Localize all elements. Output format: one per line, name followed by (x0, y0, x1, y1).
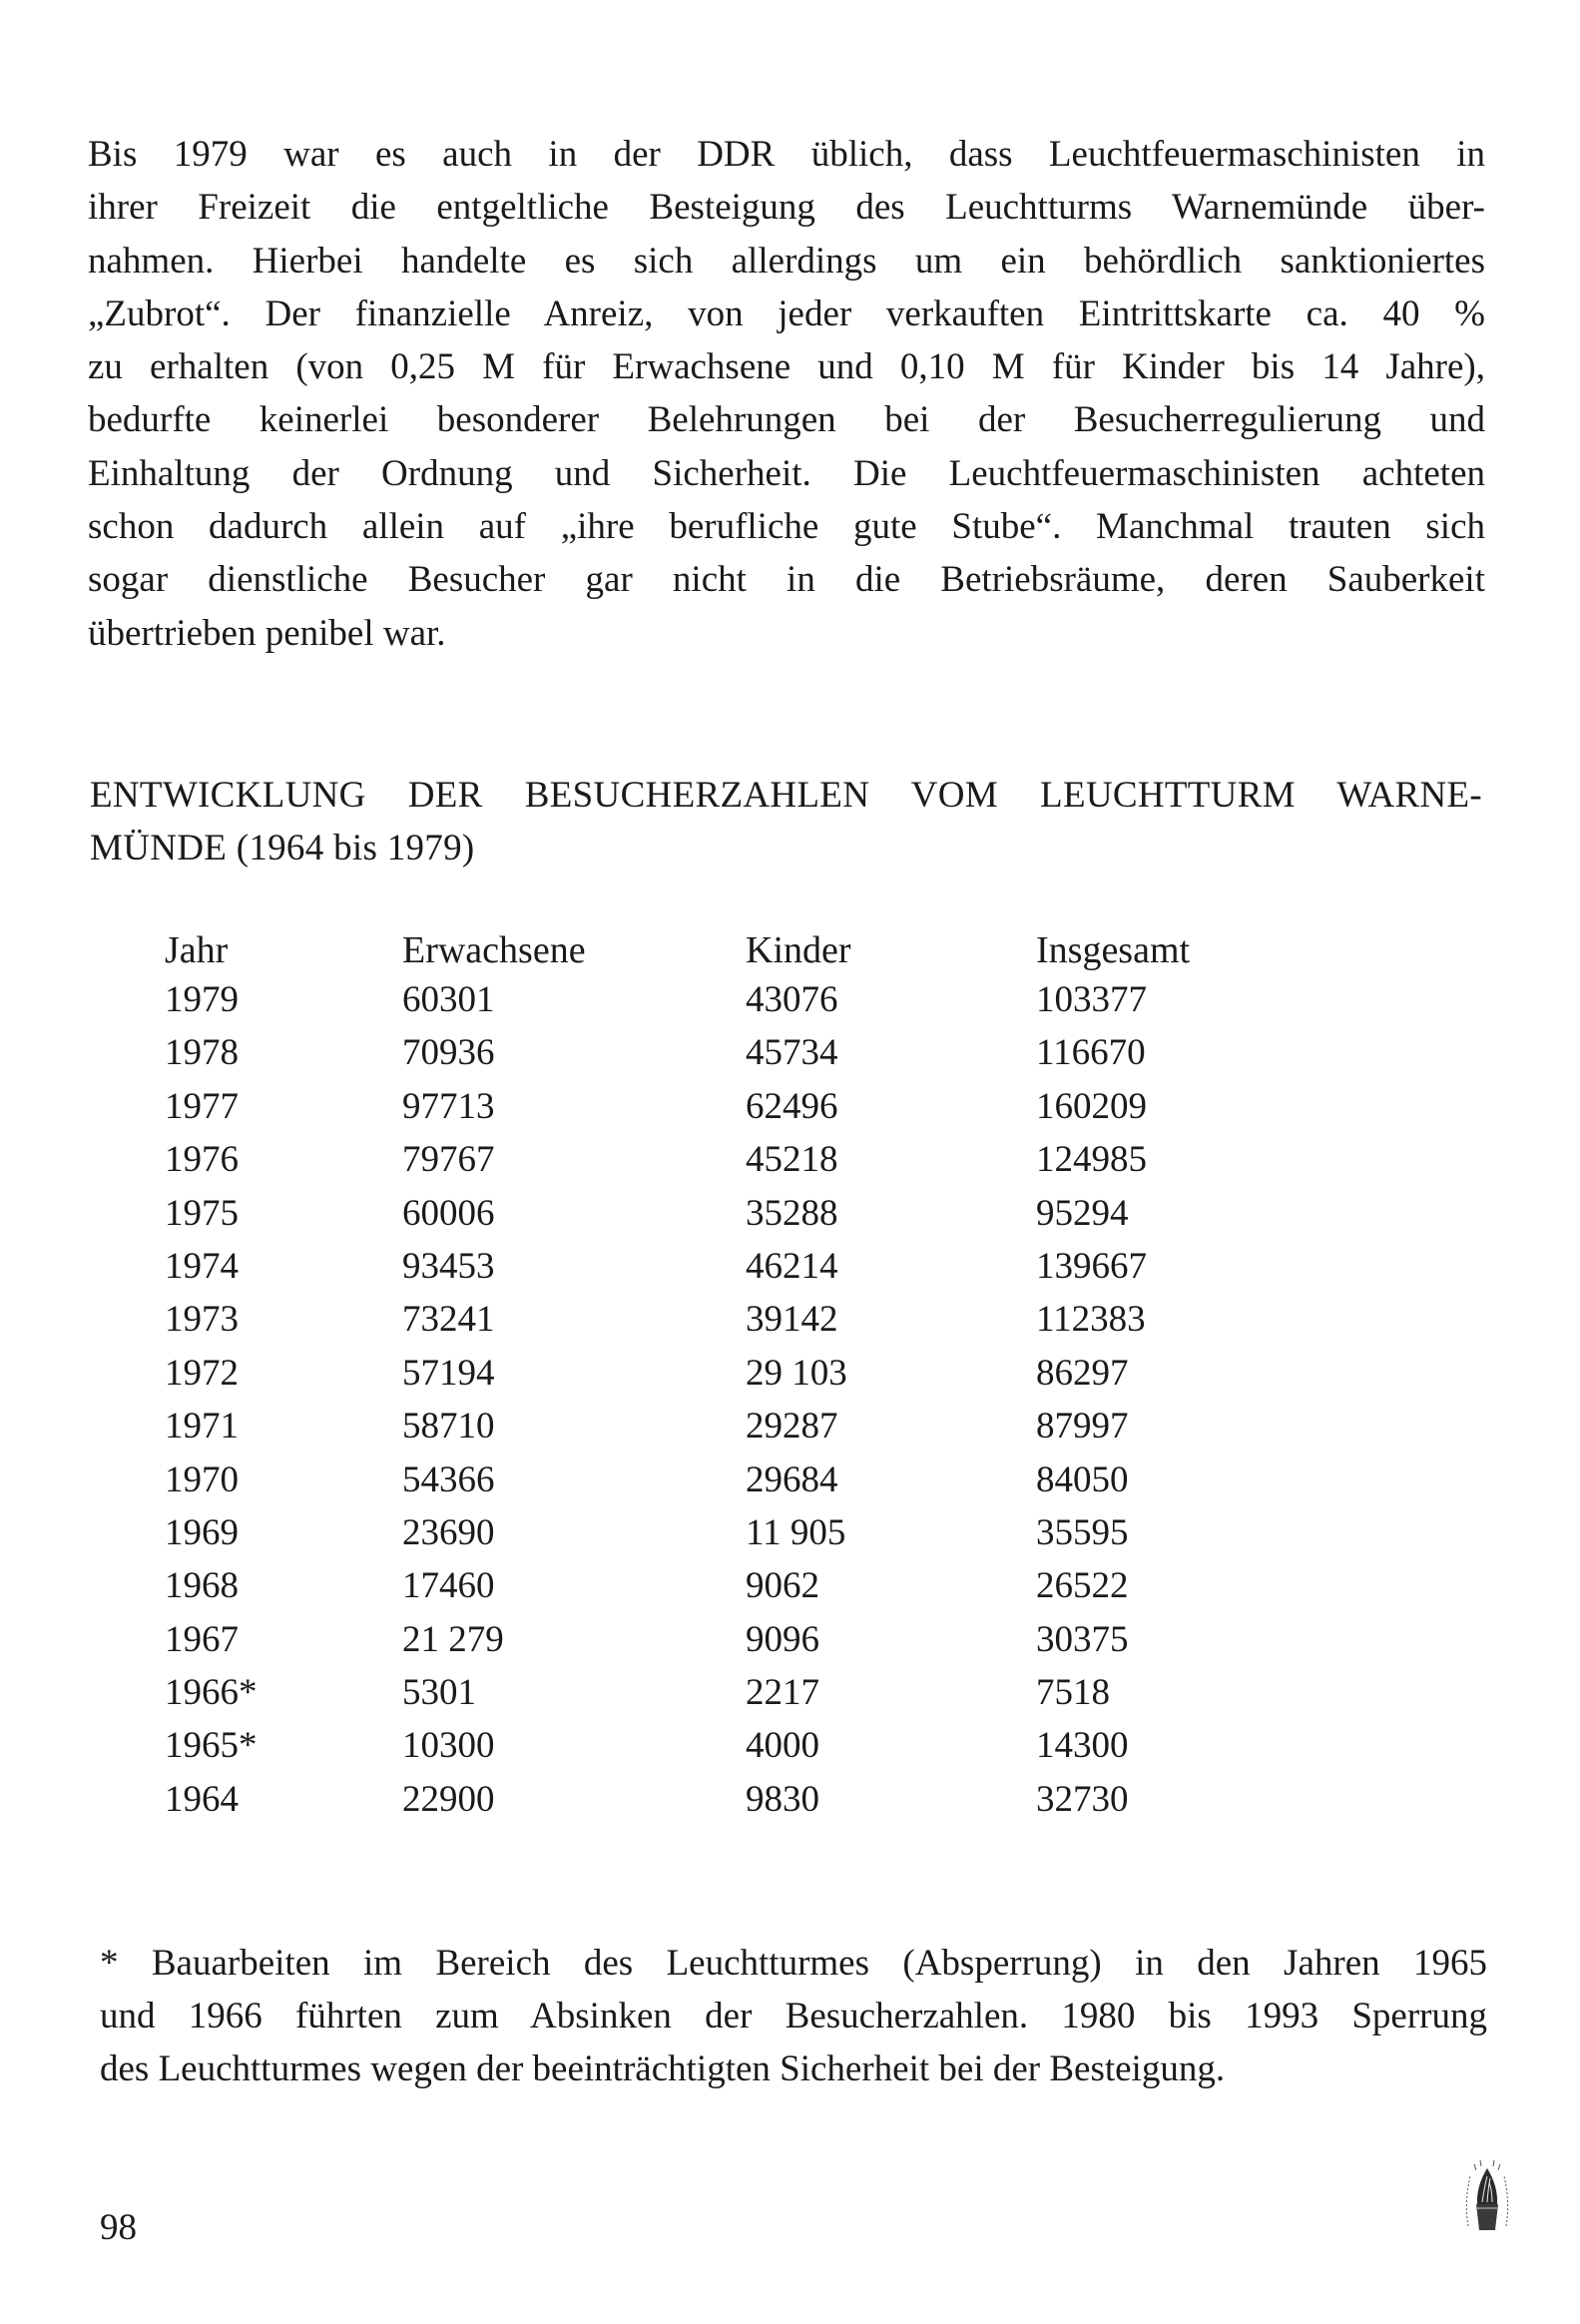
table-row (165, 1192, 1263, 1245)
table-row (165, 1138, 1263, 1191)
total-cell: 103377 (1036, 979, 1147, 1020)
year-cell: 1973 (165, 1299, 239, 1341)
total-cell: 32730 (1036, 1778, 1129, 1820)
children-cell: 35288 (746, 1192, 838, 1234)
children-cell: 39142 (746, 1299, 838, 1341)
children-cell: 29287 (746, 1406, 838, 1448)
year-cell: 1971 (165, 1406, 239, 1448)
year-cell: 1970 (165, 1458, 239, 1500)
body-paragraph (88, 128, 1485, 660)
table-body (165, 978, 1263, 1831)
table-row (165, 1352, 1263, 1405)
visitor-statistics-table (165, 928, 1263, 1831)
year-cell: 1968 (165, 1565, 239, 1607)
year-cell: 1966* (165, 1672, 258, 1714)
adults-cell: 54366 (402, 1458, 495, 1500)
year-cell: 1977 (165, 1085, 239, 1127)
total-cell: 35595 (1036, 1511, 1129, 1553)
total-cell: 95294 (1036, 1192, 1129, 1234)
table-row (165, 1245, 1263, 1298)
table-row (165, 1671, 1263, 1724)
total-cell: 14300 (1036, 1725, 1129, 1767)
adults-cell: 10300 (402, 1725, 495, 1767)
adults-cell: 73241 (402, 1299, 495, 1341)
table-row (165, 1405, 1263, 1457)
footnote-line: und 1966 führten zum Absinken der Besucherzahlen. 1980 bis 1993 Sperrung (100, 1996, 1487, 2036)
year-cell: 1967 (165, 1618, 239, 1660)
adults-cell: 60006 (402, 1192, 495, 1234)
adults-cell: 57194 (402, 1352, 495, 1394)
paragraph-line: ihrer Freizeit die entgeltliche Besteigung des Leuchtturms Warnemünde über- (88, 187, 1485, 229)
torch-flame-icon (1462, 2156, 1512, 2236)
children-cell: 43076 (746, 979, 838, 1020)
adults-cell: 22900 (402, 1778, 495, 1820)
total-cell: 30375 (1036, 1618, 1129, 1660)
year-cell: 1972 (165, 1352, 239, 1394)
total-cell: 87997 (1036, 1406, 1129, 1448)
children-cell: 45734 (746, 1032, 838, 1074)
adults-cell: 17460 (402, 1565, 495, 1607)
table-header-row (165, 928, 1263, 978)
adults-cell: 21 279 (402, 1618, 504, 1660)
paragraph-line: nahmen. Hierbei handelte es sich allerdings um ein behördlich sanktioniertes (88, 240, 1485, 282)
column-header-total: Insgesamt (1036, 929, 1191, 971)
table-row (165, 978, 1263, 1031)
children-cell: 4000 (746, 1725, 819, 1767)
children-cell: 11 905 (746, 1511, 846, 1553)
heading-line: MÜNDE (1964 bis 1979) (90, 828, 475, 869)
children-cell: 9096 (746, 1618, 819, 1660)
column-header-children: Kinder (746, 929, 851, 971)
adults-cell: 58710 (402, 1406, 495, 1448)
paragraph-line: schon dadurch allein auf „ihre berufliche gute Stube“. Manchmal trauten sich (88, 506, 1485, 548)
paragraph-line: sogar dienstliche Besucher gar nicht in die Betriebsräume, deren Sauberkeit (88, 559, 1485, 601)
year-cell: 1964 (165, 1778, 239, 1820)
adults-cell: 5301 (402, 1672, 476, 1714)
children-cell: 2217 (746, 1672, 819, 1714)
table-row (165, 1031, 1263, 1084)
heading-line: ENTWICKLUNG DER BESUCHERZAHLEN VOM LEUCHTTURM WARNE- (90, 775, 1482, 816)
children-cell: 46214 (746, 1245, 838, 1287)
table-row (165, 1724, 1263, 1777)
total-cell: 7518 (1036, 1672, 1110, 1714)
column-header-adults: Erwachsene (402, 929, 586, 971)
total-cell: 160209 (1036, 1085, 1147, 1127)
paragraph-line: Einhaltung der Ordnung und Sicherheit. Die Leuchtfeuermaschinisten achteten (88, 452, 1485, 494)
page-number: 98 (100, 2207, 137, 2248)
total-cell: 86297 (1036, 1352, 1129, 1394)
children-cell: 29 103 (746, 1352, 847, 1394)
paragraph-line: übertrieben penibel war. (88, 612, 446, 654)
adults-cell: 79767 (402, 1139, 495, 1181)
adults-cell: 60301 (402, 979, 495, 1020)
table-row (165, 1511, 1263, 1564)
table-heading (90, 769, 1482, 874)
year-cell: 1974 (165, 1245, 239, 1287)
footnote-line: des Leuchtturmes wegen der beeinträchtigten Sicherheit bei der Besteigung. (100, 2048, 1226, 2089)
paragraph-line: „Zubrot“. Der finanzielle Anreiz, von jeder verkauften Eintrittskarte ca. 40 % (88, 292, 1485, 334)
total-cell: 139667 (1036, 1245, 1147, 1287)
adults-cell: 97713 (402, 1085, 495, 1127)
adults-cell: 70936 (402, 1032, 495, 1074)
total-cell: 26522 (1036, 1565, 1129, 1607)
year-cell: 1969 (165, 1511, 239, 1553)
column-header-year: Jahr (165, 929, 229, 971)
footnote-line: * Bauarbeiten im Bereich des Leuchtturmes (Absperrung) in den Jahren 1965 (100, 1943, 1487, 1984)
children-cell: 29684 (746, 1458, 838, 1500)
total-cell: 112383 (1036, 1299, 1146, 1341)
year-cell: 1975 (165, 1192, 239, 1234)
paragraph-line: zu erhalten (von 0,25 M für Erwachsene und 0,10 M für Kinder bis 14 Jahre), (88, 346, 1485, 388)
table-row (165, 1298, 1263, 1351)
table-row (165, 1458, 1263, 1511)
table-row (165, 1085, 1263, 1138)
total-cell: 84050 (1036, 1458, 1129, 1500)
total-cell: 124985 (1036, 1139, 1147, 1181)
children-cell: 45218 (746, 1139, 838, 1181)
children-cell: 62496 (746, 1085, 838, 1127)
adults-cell: 23690 (402, 1511, 495, 1553)
children-cell: 9830 (746, 1778, 819, 1820)
total-cell: 116670 (1036, 1032, 1146, 1074)
paragraph-line: Bis 1979 war es auch in der DDR üblich, dass Leuchtfeuermaschinisten in (88, 134, 1485, 175)
year-cell: 1978 (165, 1032, 239, 1074)
table-row (165, 1778, 1263, 1831)
year-cell: 1965* (165, 1725, 258, 1767)
table-row (165, 1564, 1263, 1617)
adults-cell: 93453 (402, 1245, 495, 1287)
paragraph-line: bedurfte keinerlei besonderer Belehrungen bei der Besucherregulierung und (88, 399, 1485, 441)
year-cell: 1976 (165, 1139, 239, 1181)
table-row (165, 1618, 1263, 1671)
year-cell: 1979 (165, 979, 239, 1020)
children-cell: 9062 (746, 1565, 819, 1607)
footnote (100, 1937, 1487, 2095)
